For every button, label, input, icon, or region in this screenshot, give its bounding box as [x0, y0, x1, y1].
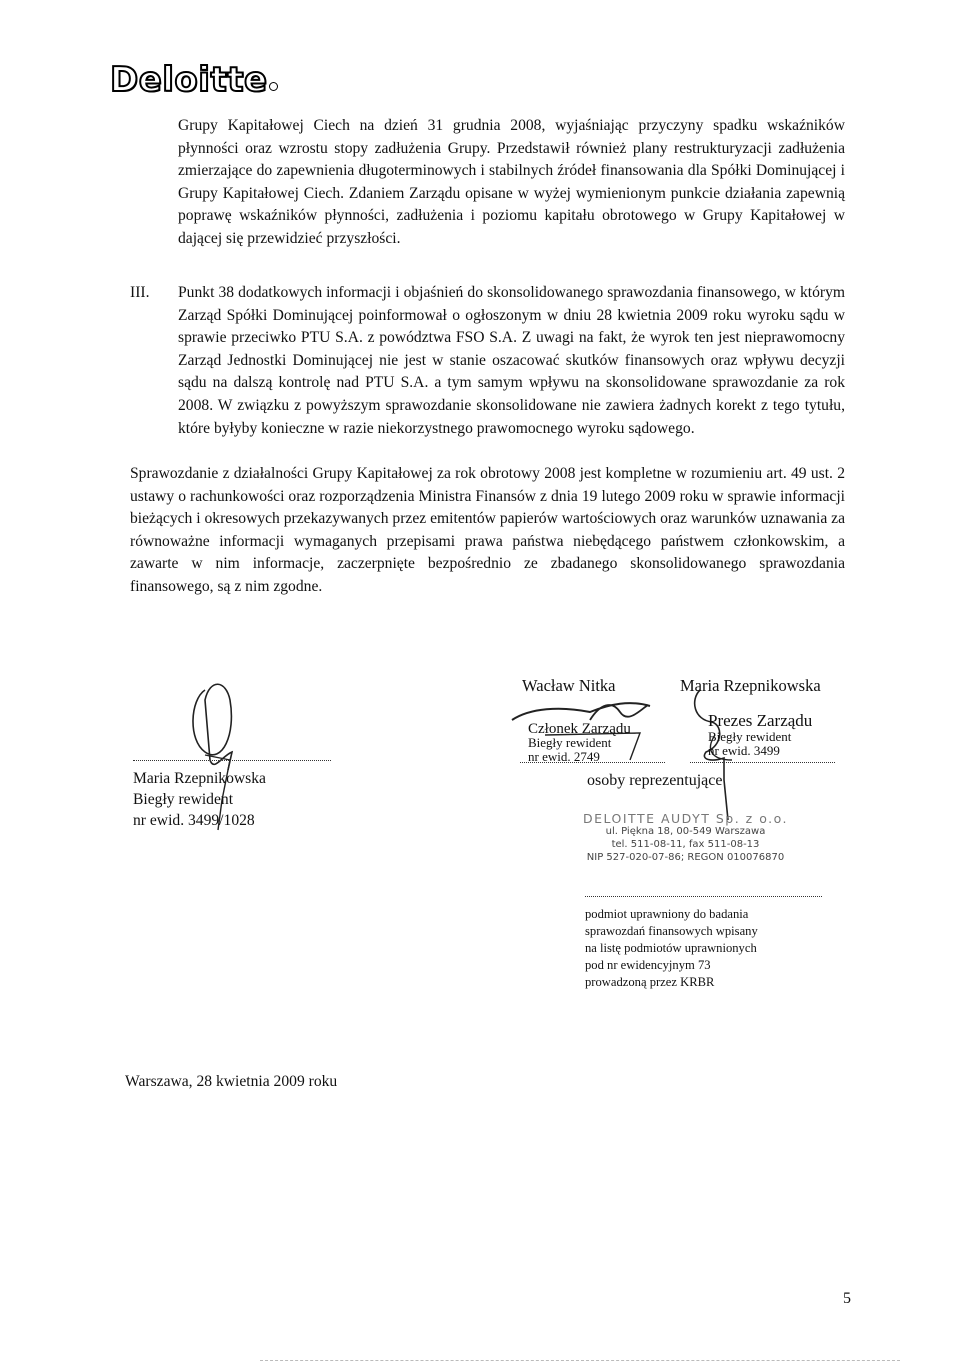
signature-line-b	[690, 762, 835, 763]
signer-stamp-a	[528, 722, 631, 764]
stamp-a-role: Biegły rewident	[528, 735, 612, 750]
signature-line-left	[133, 760, 331, 761]
signer-name-b: Maria Rzepnikowska	[680, 676, 821, 695]
signer-number-left: nr ewid. 3499/1028	[133, 812, 255, 829]
registered-mark-icon	[269, 82, 278, 91]
stamp-a-title: Członek Zarządu	[528, 721, 631, 737]
authority-line-3: na listę podmiotów uprawnionych	[585, 941, 757, 955]
company-address: ul. Piękna 18, 00-549 Warszawa	[605, 826, 766, 837]
signer-name-a: Wacław Nitka	[522, 676, 616, 695]
signature-line-a	[520, 762, 665, 763]
stamp-b-role: Biegły rewident	[708, 729, 792, 744]
signature-block-left	[133, 768, 266, 831]
authority-line-1: podmiot uprawniony do badania	[585, 907, 749, 921]
signer-stamp-b	[708, 712, 812, 758]
place-date: Warszawa, 28 kwietnia 2009 roku	[125, 1073, 338, 1090]
authority-line-5: prowadzoną przez KRBR	[585, 975, 715, 989]
section-iii-paragraph: Punkt 38 dodatkowych informacji i objaśnień do skonsolidowanego sprawozdania finansowego, w którym Zarząd Spółki Dominującej poinformował o ogłoszonym w dniu 28 kwietnia 2009 roku wyroku sądu w sprawie przeciwko PTU S.A. z powództwa FSO S.A. Z uwagi na fakt, że wyrok ten jest nieprawomocny Zarząd Jednostki Dominującej nie jest w stanie oszacować skutków finansowych oraz wpływu decyzji sądu na dalszą kontrolę nad PTU S.A. a tym samym wpływu na skonsolidowane sprawozdanie za rok 2008. W związku z powyższym sprawozdanie skonsolidowane nie zawiera żadnych korekt z tego tytułu, które byłyby konieczne w razie niekorzystnego prawomocnego wyroku sądowego.	[178, 284, 845, 437]
stamp-b-title: Prezes Zarządu	[708, 711, 813, 730]
company-stamp	[578, 812, 793, 864]
main-paragraph: Sprawozdanie z działalności Grupy Kapitałowej za rok obrotowy 2008 jest kompletne w rozumieniu art. 49 ust. 2 ustawy o rachunkowości oraz rozporządzenia Ministra Finansów z dnia 19 lutego 2009 roku w sprawie informacji bieżących i okresowych przekazywanych przez emitentów papierów wartościowych oraz warunków uznawania za równoważne informacji wymaganych przepisami prawa państwa niebędącego państwem członkowskim, a zawarte w nim informacje, zaczerpnięte bezpośrednio ze zbadanego skonsolidowanego sprawozdania finansowego, są z nim zgodne.	[130, 465, 845, 595]
company-name: DELOITTE AUDYT Sp. z o.o.	[582, 811, 789, 826]
intro-paragraph: Grupy Kapitałowej Ciech na dzień 31 grudnia 2008, wyjaśniając przyczyny spadku wskaźników płynności oraz wzrostu stopy zadłużenia Grupy. Przedstawił również plany restrukturyzacji zadłużenia zmierzające do zapewnienia długoterminowych i stabilnych źródeł finansowania dla Spółki Dominującej i Grupy Kapitałowej Ciech. Zdaniem Zarządu opisane w wyżej wymienionym punkcie działania zapewnią poprawę wskaźników płynności, zadłużenia i poziomu kapitału obrotowego w Grupy Kapitałowej w dającej się przewidzieć przyszłości.	[178, 117, 845, 247]
section-marker: III.	[130, 284, 150, 301]
authority-line	[585, 896, 822, 897]
stamp-a-number: nr ewid. 2749	[528, 749, 600, 764]
company-ids: NIP 527-020-07-86; REGON 010076870	[586, 852, 785, 863]
representing-label: osoby reprezentujące	[587, 772, 723, 789]
deloitte-logo	[110, 60, 278, 100]
authority-block	[585, 906, 825, 991]
company-phone: tel. 511-08-11, fax 511-08-13	[611, 839, 760, 850]
authority-line-2: sprawozdań finansowych wpisany	[585, 924, 758, 938]
authority-line-4: pod nr ewidencyjnym 73	[585, 958, 711, 972]
page-number: 5	[843, 1290, 851, 1307]
footer-divider	[260, 1360, 900, 1361]
logo-text: Deloitte	[110, 60, 268, 100]
signer-name-left: Maria Rzepnikowska	[133, 770, 266, 787]
signer-role-left: Biegły rewident	[133, 791, 234, 808]
stamp-b-number: nr ewid. 3499	[708, 743, 780, 758]
